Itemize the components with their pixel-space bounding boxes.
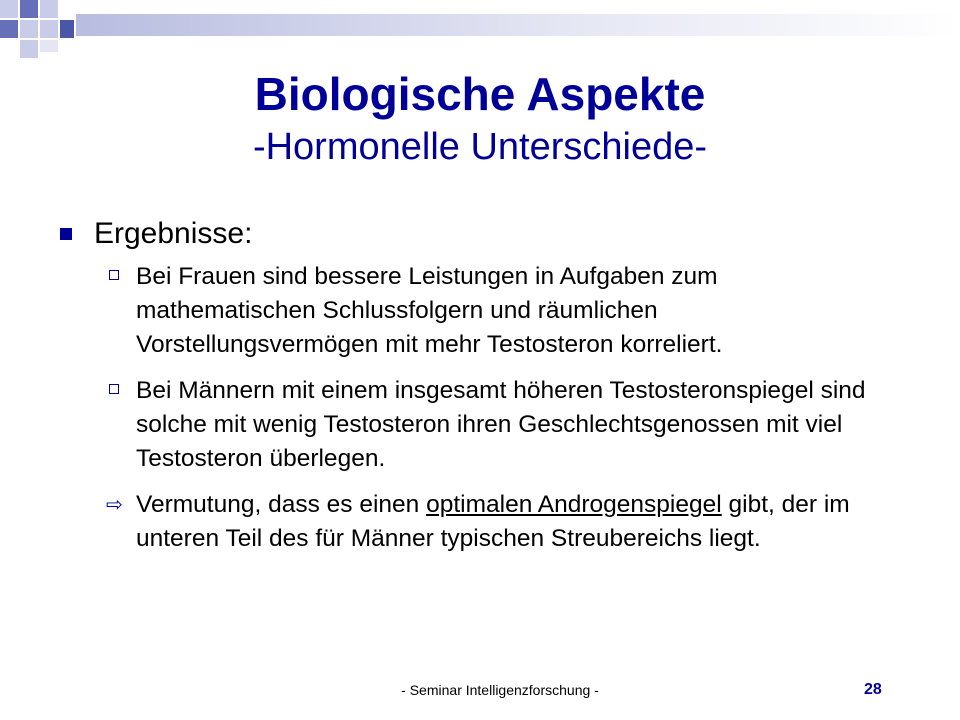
- filled-square-bullet-icon: [60, 228, 72, 240]
- main-bullet-text: Ergebnisse:: [94, 217, 253, 250]
- sub-bullet-text: Bei Männern mit einem insgesamt höheren Testosteronspiegel sind solche mit wenig Testosteron ihren Geschlechtsgenossen mit viel Testosteron überlegen.: [136, 377, 866, 472]
- conclusion-item: [56, 488, 902, 556]
- title-subtitle: -Hormonelle Unterschiede-: [252, 126, 708, 168]
- sub-bullet-item: [56, 260, 902, 362]
- main-bullet-item: [56, 214, 916, 254]
- footer-text: - Seminar Intelligenzforschung -: [401, 682, 599, 698]
- title-main: Biologische Aspekte: [254, 68, 706, 120]
- hollow-square-bullet-icon: [109, 270, 119, 280]
- conclusion-underlined-term: optimalen Androgenspiegel: [426, 491, 722, 518]
- hollow-arrow-bullet-icon: ⇨: [106, 494, 123, 516]
- slide-content: [56, 214, 916, 556]
- header-decoration: [0, 0, 960, 60]
- slide-footer: [0, 678, 960, 702]
- hollow-square-bullet-icon: [109, 384, 119, 394]
- conclusion-text-after: gibt, der im unteren Teil des für Männer typischen Streubereichs liegt.: [136, 491, 850, 552]
- sub-bullet-item: [56, 374, 902, 476]
- decorative-squares-graphic: [0, 0, 960, 60]
- conclusion-text-before: Vermutung, dass es einen: [136, 491, 427, 518]
- page-number: 28: [864, 681, 882, 698]
- slide-title: [0, 62, 960, 170]
- sub-bullet-text: Bei Frauen sind bessere Leistungen in Aufgaben zum mathematischen Schlussfolgern und räumlichen Vorstellungsvermögen mit mehr Testosteron korreliert.: [136, 263, 723, 358]
